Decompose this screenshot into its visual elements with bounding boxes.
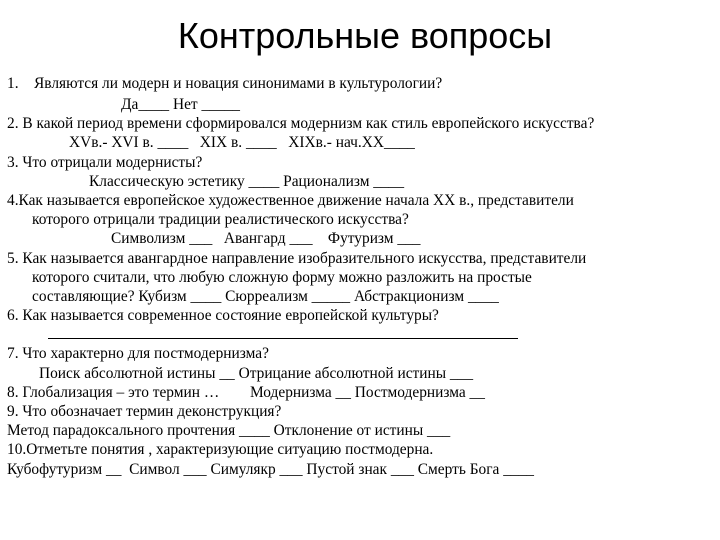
question-8-text: 8. Глобализация – это термин … Модернизма __ Постмодернизма __ bbox=[7, 383, 485, 401]
question-3-text: 3. Что отрицали модернисты? bbox=[7, 153, 203, 171]
question-2-options: XVв.- XVI в. ____ XIX в. ____ XIXв.- нач.XX____ bbox=[69, 134, 415, 152]
question-7-text: 7. Что характерно для постмодернизма? bbox=[7, 345, 269, 363]
page-title: Контрольные вопросы bbox=[177, 15, 553, 56]
question-10-options: Кубофутуризм __ Символ ___ Симулякр ___ Пустой знак ___ Смерть Бога ____ bbox=[7, 460, 534, 478]
question-5-options: составляющие? Кубизм ____ Сюрреализм _____ Абстракционизм ____ bbox=[32, 287, 499, 305]
question-1-text: Являются ли модерн и новация синонимами в культурологии? bbox=[34, 75, 443, 92]
question-4-text-continued: которого отрицали традиции реалистического искусства? bbox=[32, 211, 409, 229]
question-7-options: Поиск абсолютной истины __ Отрицание абсолютной истины ___ bbox=[39, 364, 474, 382]
question-3-options: Классическую эстетику ____ Рационализм ____ bbox=[89, 172, 405, 190]
questions-list bbox=[7, 74, 715, 479]
question-4-options: Символизм ___ Авангард ___ Футуризм ___ bbox=[111, 230, 421, 248]
question-5-text-continued: которого считали, что любую сложную форму можно разложить на простые bbox=[32, 268, 532, 286]
question-9-text: 9. Что обозначает термин деконструкция? bbox=[7, 403, 282, 420]
question-10-text: 10.Отметьте понятия , характеризующие ситуацию постмодерна. bbox=[7, 441, 434, 459]
question-6-answer-line[interactable] bbox=[7, 325, 715, 344]
question-1-options: Да____ Нет _____ bbox=[121, 96, 240, 113]
question-1-number: 1. bbox=[7, 75, 19, 92]
question-1 bbox=[7, 74, 715, 95]
question-9-options: Метод парадоксального прочтения ____ Отклонение от истины ___ bbox=[7, 422, 451, 440]
question-2-text: 2. В какой период времени сформировался модернизм как стиль европейского искусства? bbox=[7, 115, 595, 133]
question-4-text: 4.Как называется европейское художественное движение начала XX в., представители bbox=[7, 191, 574, 209]
question-6-text: 6. Как называется современное состояние европейской культуры? bbox=[7, 307, 439, 325]
question-5-text: 5. Как называется авангардное направление изобразительного искусства, представители bbox=[7, 249, 587, 267]
answer-underline bbox=[48, 338, 518, 339]
